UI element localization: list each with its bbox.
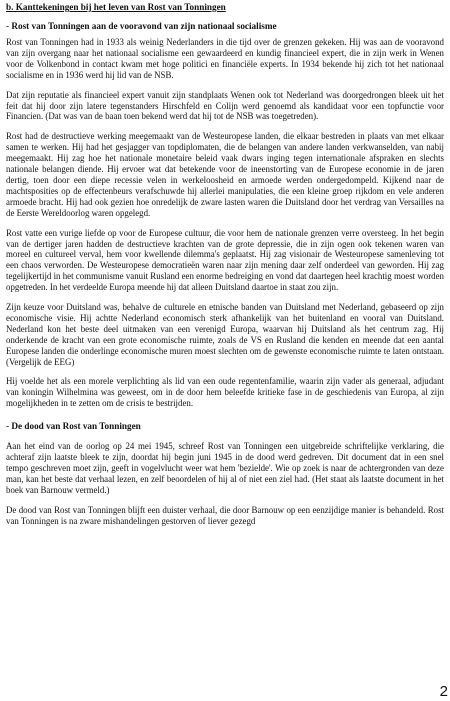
paragraph-8: De dood van Rost van Tonningen blijft een duister verhaal, die door Barnouw op een eenzijdige manier is behandeld. Rost van Tonningen is na zware mishandelingen gestorven of liever gezegd <box>6 504 444 526</box>
subheading-nationaal-socialisme: - Rost van Tonningen aan de vooravond van zijn nationaal socialisme <box>6 21 277 31</box>
paragraph-2: Dat zijn reputatie als financieel expert vanuit zijn standplaats Wenen ook tot Nederland was doorgedrongen bleek uit het feit dat hij door zijn latere tegenstanders Hirschfeld en Colijn werd genoemd als kandidaat voor een topfunctie voor Financien. (Dat was van de baan toen bekend werd dat hij tot de NSB was toegetreden). <box>6 89 444 122</box>
paragraph-3: Rost had de destructieve werking meegemaakt van de Westeuropese landen, die elkaar bestreden in plaats van met elkaar samen te werken. Hij had het gesjagger van topdiplomaten, die de belangen van andere landen verkwanselden, van nabij meegemaakt. Hij zag hoe het nationale monetaire beleid vaak dwars inging tegen internationale afspraken en slechts nationale belangen diende. Hij ervoer wat dat betekende voor de ineenstorting van de Europese economie in de jaren dertig, toen door een diepe recessie velen in werkeloosheid en armoede werden ondergedompeld. Kijkend naar de machtsposities op de effectenbeurs verafschuwde hij allerlei manipulaties, die een kleine groep rijkdom en vele anderen armoede bracht. Hij had ook gezien hoe onredelijk de zware lasten waren die Duitsland door het verdrag van Versailles na de Eerste Wereldoorlog waren opgelegd. <box>6 131 444 218</box>
paragraph-4: Rost vatte een vurige liefde op voor de Europese cultuur, die voor hem de nationale grenzen verre oversteeg. In het begin van de dertiger jaren hadden de destructieve krachten van de grote depressie, die in zijn ogen ook tekenen waren van moreel en cultureel verval, hem voor kwellende dilemma's geplaatst. Hij zag visionair de Westeuropese samenleving tot een chaos verworden. De Westeuropese democratieën waren naar zijn mening daar zelf onderdeel van geworden. Hij zag tegelijkertijd in het communisme vanuit Rusland een enorme bedreiging en vond dat daartegen heel krachtig moest worden opgetreden. In het verdeelde Europa meende hij dat alleen Duitsland daartoe in staat zou zijn. <box>6 227 444 293</box>
paragraph-1: Rost van Tonningen had in 1933 als weinig Nederlanders in die tijd over de grenzen gekeken. Hij was aan de vooravond van zijn overgang naar het nationaal socialisme een gewaardeerd en kundig financieel expert, die in zijn werk in Wenen voor de Volkenbond in contact kwam met hoge politici en financiële experts. In 1934 bekende hij zich tot het nationaal socialisme en in 1936 werd hij lid van de NSB. <box>6 37 444 80</box>
paragraph-5: Zijn keuze voor Duitsland was, behalve de culturele en etnische banden van Duitsland met Nederland, gebaseerd op zijn economische visie. Hij achtte Nederland economisch sterk afhankelijk van het buitenland en vooral van Duitsland. Nederland kon het beste deel uitmaken van een verenigd Europa, waarvan hij Duitsland als het centrum zag. Hij onderkende de kracht van een grote economische ruimte, zoals de VS en Rusland die kenden en meende dat een aantal Europese landen die onderlinge economische muren moest slechten om de gewenste economische ruimte te laten ontstaan. (Vergelijk de EEG) <box>6 302 444 367</box>
paragraph-6: Hij voelde het als een morele verplichting als lid van een oude regentenfamilie, waarin zijn vader als generaal, adjudant van koningin Wilhelmina was geweest, om in de door hem beleefde kritieke fase in de geschiedenis van Europa, al zijn mogelijkheden in te zetten om de crisis te bestrijden. <box>6 376 444 409</box>
subheading-dood: - De dood van Rost van Tonningen <box>6 421 141 432</box>
section-heading: b. Kanttekeningen bij het leven van Rost van Tonningen <box>6 2 226 12</box>
paragraph-7: Aan het eind van de oorlog op 24 mei 1945, schreef Rost van Tonningen een uitgebreide schriftelijke verklaring, die achteraf zijn laatste bleek te zijn, doordat hij begin juni 1945 in de dood werd gedreven. Dit document dat in een snel tempo geschreven moet zijn, geeft in vogelvlucht weer wat hem 'bezielde'. Wie op zoek is naar de achtergronden van deze man, kan het beste dat verhaal lezen, en zelf beoordelen of hij al of niet een ziel had. (Het staat als laatste document in het boek van Barnouw vermeld.) <box>6 441 444 495</box>
page-number: 2 <box>439 683 448 700</box>
document-page <box>6 2 444 699</box>
